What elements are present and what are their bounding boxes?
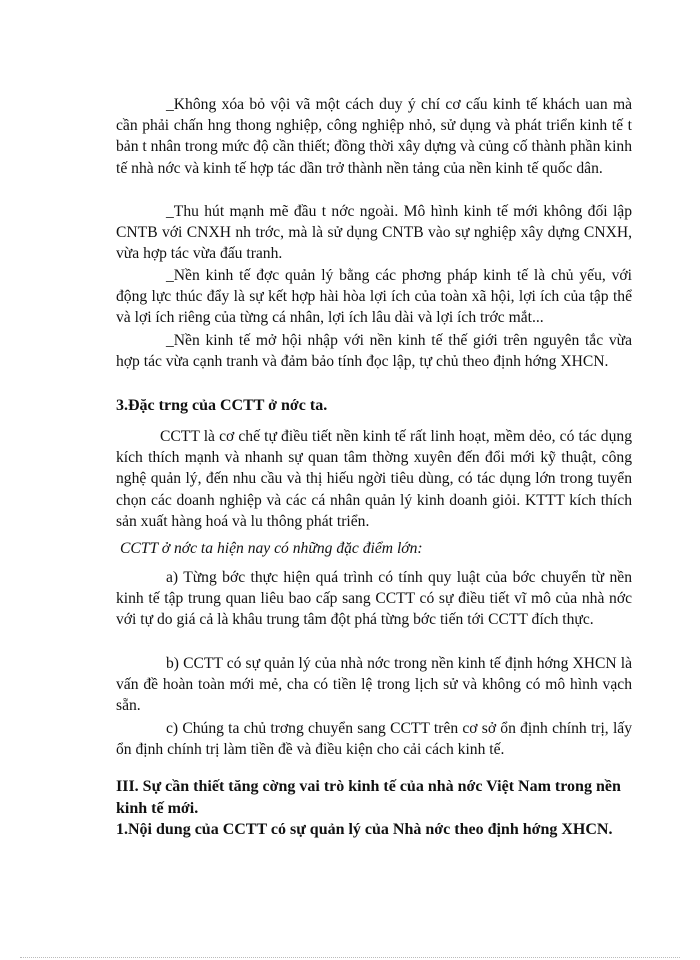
paragraph-feature-c: c) Chúng ta chủ trơng chuyển sang CCTT trên cơ sở ổn định chính trị, lấy ổn định chính trị làm tiền đề và điều kiện cho cải cách kinh tế. [116, 720, 632, 759]
heading-subsection-1: 1.Nội dung của CCTT có sự quản lý của Nhà nớc theo định hớng XHCN. [116, 821, 613, 838]
italic-subheading-features: CCTT ở nớc ta hiện nay có những đặc điểm lớn: [120, 540, 423, 557]
bottom-divider [20, 957, 680, 958]
paragraph-feature-a: a) Từng bớc thực hiện quá trình có tính quy luật của bớc chuyển từ nền kinh tế tập trung quan liêu bao cấp sang CCTT có sự điều tiết vĩ mô của nhà nớc với tự do giá cả là khâu trung tâm đột phá từng bớc tiến tới CCTT đích thực. [116, 569, 632, 629]
paragraph-economic-management: _Nền kinh tế đợc quản lý bằng các phơng pháp kinh tế là chủ yếu, với động lực thúc đẩy là sự kết hợp hài hòa lợi ích của toàn xã hội, lợi ích của tập thể và lợi ích riêng của từng cá nhân, lợi ích lâu dài và lợi ích trớc mắt... [116, 267, 632, 327]
paragraph-feature-b: b) CCTT có sự quản lý của nhà nớc trong nền kinh tế định hớng XHCN là vấn đề hoàn toàn mới mẻ, cha có tiền lệ trong lịch sử và không có mô hình vạch sẵn. [116, 655, 632, 715]
heading-section-3: 3.Đặc trng của CCTT ở nớc ta. [116, 397, 328, 414]
paragraph-economic-structure: _Không xóa bỏ vội vã một cách duy ý chí cơ cấu kinh tế khách uan mà cần phải chấn hng thong nghiệp, công nghiệp nhỏ, sử dụng và phát triển kinh tế t bản t nhân trong mức độ cần thiết; đồng thời xây dựng và củng cố thành phần kinh tế nhà nớc và kinh tế hợp tác dần trở thành nền tảng của nền kinh tế quốc dân. [116, 96, 632, 177]
paragraph-open-economy: _Nền kinh tế mở hội nhập với nền kinh tế thế giới trên nguyên tắc vừa hợp tác vừa cạnh tranh và đảm bảo tính đọc lập, tự chủ theo định hớng XHCN. [116, 332, 632, 371]
heading-section-III: III. Sự cần thiết tăng cờng vai trò kinh tế của nhà nớc Việt Nam trong nền kinh tế mới. [116, 778, 621, 817]
paragraph-market-mechanism: CCTT là cơ chế tự điều tiết nền kinh tế rất linh hoạt, mềm dẻo, có tác dụng kích thích mạnh và nhanh sự quan tâm thờng xuyên đến đổi mới kỹ thuật, công nghệ quản lý, đến nhu cầu và thị hiếu ngời tiêu dùng, có tác dụng lớn trong tuyển chọn các doanh nghiệp và các cá nhân quản lý kinh doanh giỏi. KTTT kích thích sản xuất hàng hoá và lu thông phát triển. [116, 428, 632, 530]
paragraph-foreign-investment: _Thu hút mạnh mẽ đầu t nớc ngoài. Mô hình kinh tế mới không đối lập CNTB với CNXH nh trớc, mà là sử dụng CNTB vào sự nghiệp xây dựng CNXH, vừa hợp tác vừa đấu tranh. [116, 203, 632, 263]
